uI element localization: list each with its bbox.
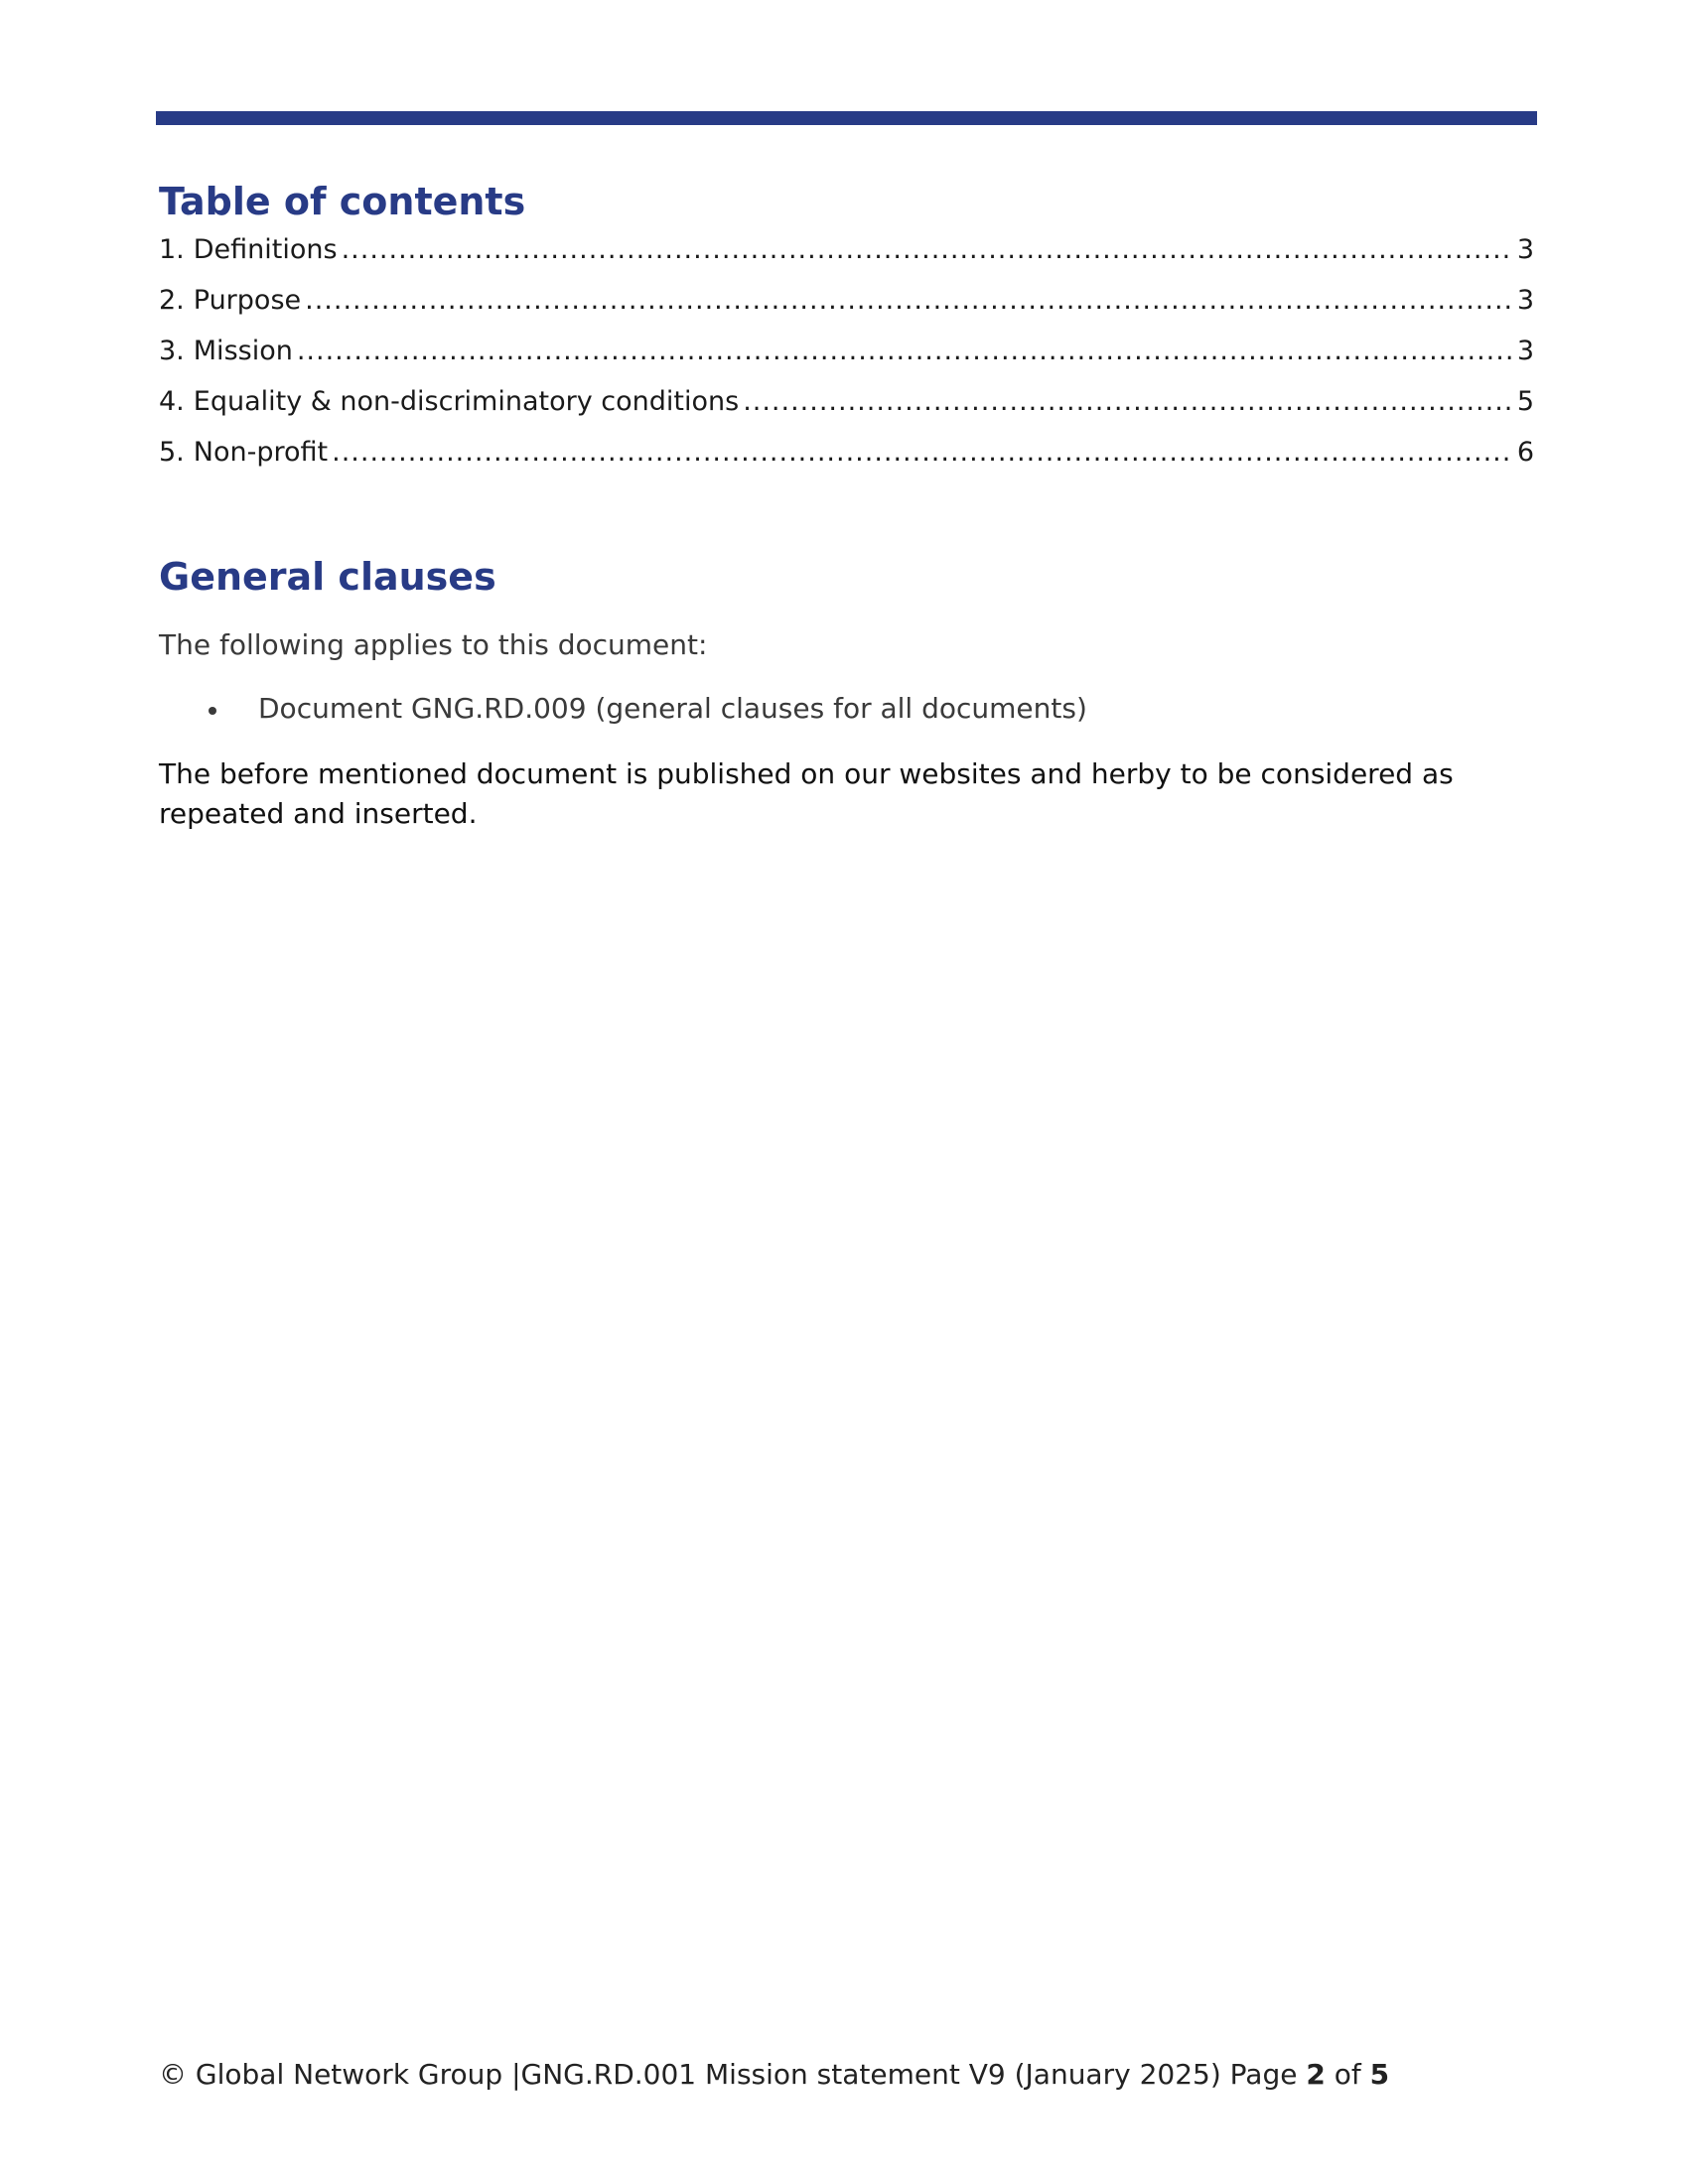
toc-dot-leader — [342, 224, 1513, 275]
bullet-icon — [209, 707, 216, 715]
general-clauses-body: The before mentioned document is published on our websites and herby to be considered as repeated and inserted. — [159, 757, 1454, 830]
toc-entry-number: 5. — [159, 437, 185, 468]
toc-entry-purpose[interactable] — [159, 275, 1534, 326]
toc-dot-leader — [305, 275, 1513, 326]
toc-entry-label: Non-profit — [193, 437, 329, 468]
footer-total-pages: 5 — [1369, 2058, 1390, 2091]
toc-title: Table of contents — [159, 180, 526, 223]
list-item — [159, 689, 1534, 729]
header-rule — [156, 111, 1537, 125]
toc-entry-equality[interactable] — [159, 376, 1534, 427]
toc-entry-page: 3 — [1516, 234, 1534, 265]
footer-current-page: 2 — [1306, 2058, 1326, 2091]
list-item-text: Document GNG.RD.009 (general clauses for all documents) — [258, 692, 1087, 725]
general-clauses-section — [159, 554, 1534, 834]
table-of-contents — [159, 179, 1534, 478]
toc-entry-definitions[interactable] — [159, 224, 1534, 275]
toc-entry-number: 4. — [159, 386, 185, 417]
toc-entry-non-profit[interactable] — [159, 427, 1534, 478]
toc-entry-label: Purpose — [193, 285, 302, 316]
toc-entry-mission[interactable] — [159, 326, 1534, 376]
toc-entry-number: 3. — [159, 336, 185, 366]
toc-entry-label: Equality & non-discriminatory conditions — [193, 386, 740, 417]
toc-item — [159, 376, 1534, 427]
toc-entry-number: 2. — [159, 285, 185, 316]
page-footer — [159, 2055, 1389, 2095]
toc-dot-leader — [297, 326, 1513, 376]
toc-entry-number: 1. — [159, 234, 185, 265]
toc-dot-leader — [332, 427, 1513, 478]
toc-entry-page: 5 — [1516, 386, 1534, 417]
toc-list — [159, 224, 1534, 478]
toc-entry-label: Definitions — [193, 234, 338, 265]
toc-item — [159, 275, 1534, 326]
toc-dot-leader — [743, 376, 1513, 427]
footer-text: © Global Network Group |GNG.RD.001 Mission statement V9 (January 2025) Page — [159, 2058, 1298, 2091]
toc-item — [159, 326, 1534, 376]
footer-of-label: of — [1334, 2058, 1361, 2091]
general-clauses-intro: The following applies to this document: — [159, 628, 708, 661]
toc-entry-page: 3 — [1516, 336, 1534, 366]
general-clauses-title: General clauses — [159, 555, 496, 599]
general-clauses-list — [159, 689, 1534, 729]
toc-item — [159, 427, 1534, 478]
toc-item — [159, 224, 1534, 275]
toc-entry-label: Mission — [193, 336, 293, 366]
page-content — [159, 179, 1534, 834]
toc-entry-page: 6 — [1516, 437, 1534, 468]
toc-entry-page: 3 — [1516, 285, 1534, 316]
